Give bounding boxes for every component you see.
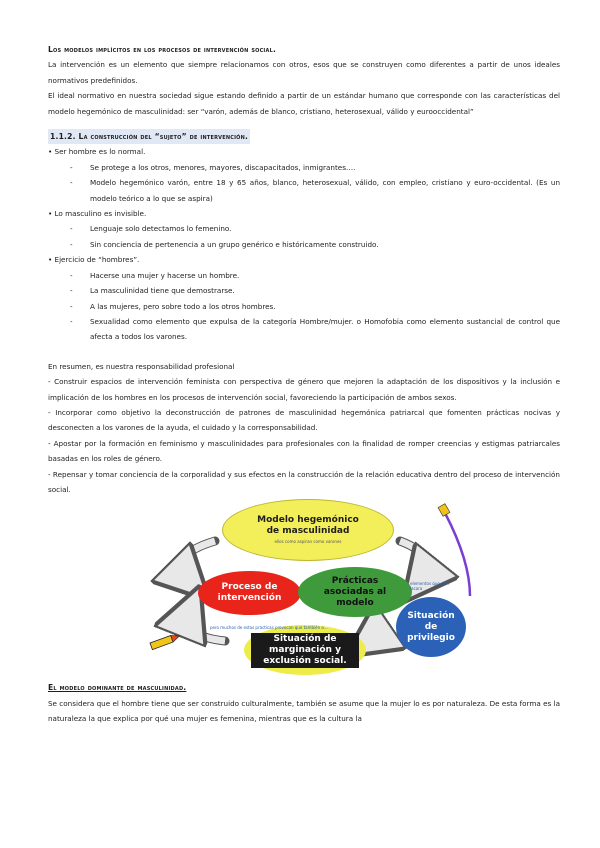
crayon-icon (150, 633, 181, 650)
sub-item: - Sin conciencia de pertenencia a un grupo genérico e históricamente construido. (48, 237, 560, 252)
summary-item: - Apostar por la formación en feminismo y masculinidades para profesionales con la finalidad de romper creencias y estigmas patriarcales basadas en los roles de género. (48, 438, 560, 464)
document-page (48, 42, 560, 727)
summary-item: - Repensar y tomar conciencia de la corporalidad y sus efectos en la construcción de la relación educativa dentro del proceso de intervención social. (48, 469, 560, 494)
sub-item: - La masculinidad tiene que demostrarse. (48, 283, 560, 298)
sub-item: - Modelo hegemónico varón, entre 18 y 65 años, blanco, heterosexual, válido, con empleo, cristiano y euro-occidental. (Es un modelo teórico a lo que se aspira) (48, 175, 560, 206)
node-privilege-title: Situación de privilegio (407, 610, 455, 643)
intro-paragraph-2: El ideal normativo en nuestra sociedad sigue estando definido a partir de un estándar humano que corresponde con las características del modelo hegemónico de masculinidad: ser “varón, además de blanco, cristiano, heterosexual, válido y eurooccidental” (48, 91, 560, 116)
node-intervention-process-title: Proceso de intervención (217, 582, 282, 604)
bullet-item: • Ejercicio de “hombres”. (48, 255, 140, 265)
right-note: elementos que dan lacara (410, 581, 449, 592)
intro-paragraph-1: La intervención es un elemento que siempre relacionamos con otros, esos que se construyen como diferentes a partir de unos ideales normativos predefinidos. (48, 60, 560, 85)
subsection-heading-wrap (48, 129, 560, 144)
node-hegemonic-model (222, 499, 394, 561)
sub-item: - A las mujeres, pero sobre todo a los otros hombres. (48, 299, 560, 314)
node-associated-practices-title: Prácticas asociadas al modelo (323, 575, 387, 608)
node-marginalization-title: Situación de marginación y exclusión social. (251, 633, 359, 668)
bottom-note: pero muchos de estas prácticas provocan que también a... (210, 625, 328, 631)
sub-item: - Se protege a los otros, menores, mayores, discapacitados, inmigrantes…. (48, 160, 560, 175)
sub-item: - Hacerse una mujer y hacerse un hombre. (48, 268, 560, 283)
subsection-heading: 1.1.2. La construcción del “sujeto” de intervención. (48, 129, 250, 144)
pencil-icon (438, 504, 450, 517)
node-hegemonic-model-title: Modelo hegemónico de masculinidad (257, 515, 359, 537)
sub-item: - Lenguaje solo detectamos lo femenino. (48, 221, 560, 236)
bullet-item: • Lo masculino es invisible. (48, 209, 147, 219)
closing-paragraph: Se considera que el hombre tiene que ser construido culturalmente, también se asume que la mujer lo es por naturaleza. De esta forma es la naturaleza la que explica por qué una mujer es femenina, mientras que es la cultura la (48, 698, 560, 724)
node-hegemonic-model-note: ellos como aspiran como varones (274, 539, 342, 545)
bullet-item: • Ser hombre es lo normal. (48, 147, 146, 157)
masculinity-cycle-diagram (0, 501, 600, 676)
sub-item: - Sexualidad como elemento que expulsa de la categoría Hombre/mujer. o Homofobia como elemento sustancial de control que afecta a todos los varones. (48, 314, 560, 345)
section-heading: Los modelos implícitos en los procesos de intervención social. (48, 45, 277, 54)
section-heading-dominant-model: El modelo dominante de masculinidad. (48, 683, 187, 693)
summary-intro: En resumen, es nuestra responsabilidad profesional (48, 361, 235, 371)
summary-item: - Construir espacios de intervención feminista con perspectiva de género que mejoren la adaptación de los dispositivos y la inclusión e implicación de los hombres en los procesos de intervención social, favoreciendo la participación de ambos sexos. (48, 377, 560, 402)
node-privilege (396, 597, 466, 657)
summary-item: - Incorporar como objetivo la deconstrucción de patrones de masculinidad hegemónica patriarcal que fomenten prácticas nocivas y desconecten a los varones de la ayuda, el cuidado y la corresponsabilidad. (48, 407, 560, 433)
